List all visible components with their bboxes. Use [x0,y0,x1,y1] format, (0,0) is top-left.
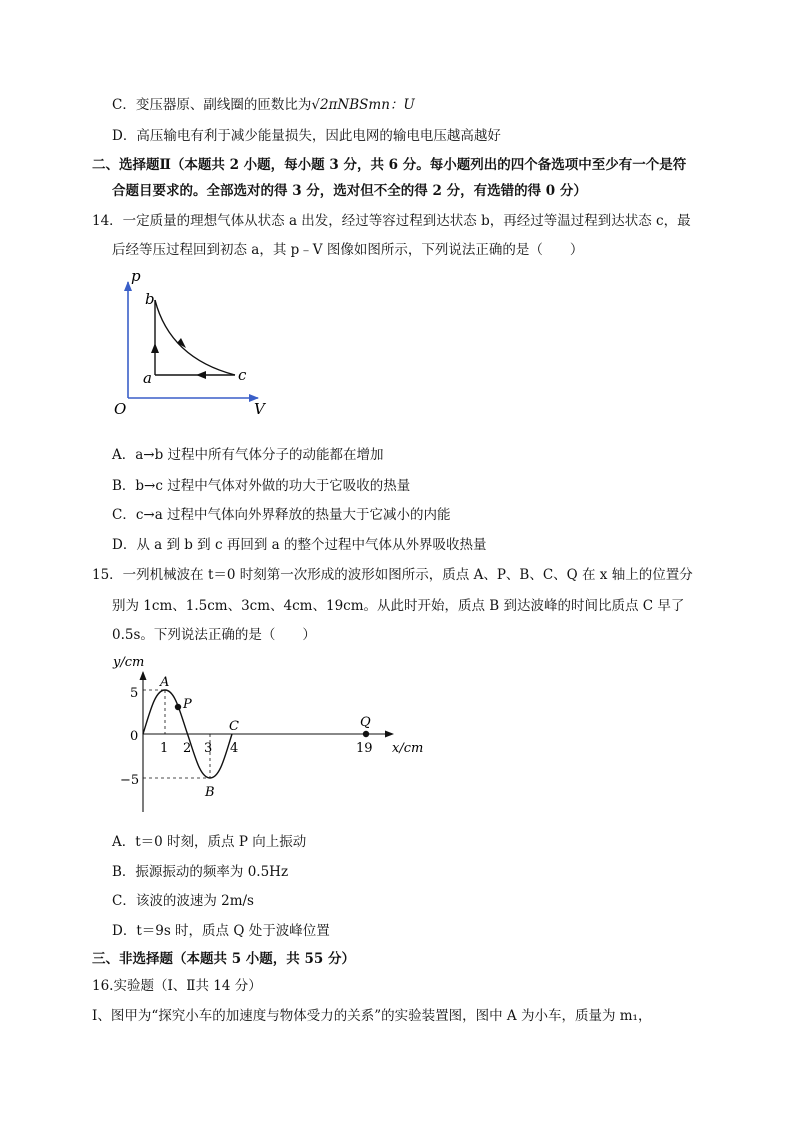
q13-option-c [112,95,415,115]
section2-heading-line2: 合题目要求的。全部选对的得 3 分，选对但不全的得 2 分，有选错的得 0 分） [112,183,587,199]
wave-label-p: P [183,697,192,712]
wave-point-q [363,731,369,737]
q15-option-b: B．振源振动的频率为 0.5Hz [112,864,289,880]
pv-point-b: b [145,290,155,308]
wave-label-b: B [205,785,215,800]
q15-option-a: A．t＝0 时刻，质点 P 向上振动 [112,834,307,850]
pv-curve-bc [155,300,235,375]
q13-option-c-formula: √2πNBSmn：U [311,97,415,113]
wave-xtick-19: 19 [356,741,373,756]
q15-stem-line3: 0.5s。下列说法正确的是（ ） [112,627,316,643]
q16-title: 16.实验题（Ⅰ、Ⅱ共 14 分） [92,978,262,994]
wave-y-label: y/cm [113,655,145,670]
wave-ytick-neg5: −5 [120,773,140,788]
q13-option-d: D．高压输电有利于减少能量损失，因此电网的输电电压越高越好 [112,128,501,144]
pv-v-label: V [254,400,265,418]
wave-xtick-1: 1 [160,741,169,756]
wave-xtick-3: 3 [204,741,213,756]
wave-x-label: x/cm [392,741,424,756]
q15-option-d: D．t＝9s 时，质点 Q 处于波峰位置 [112,923,330,939]
q15-option-c: C．该波的波速为 2m/s [112,893,254,909]
q14-stem-line2: 后经等压过程回到初态 a，其 p﹣V 图像如图所示，下列说法正确的是（ ） [112,242,584,258]
wave-ytick-5: 5 [130,686,139,701]
wave-xtick-4: 4 [230,741,239,756]
pv-origin-label: O [114,400,127,418]
q14-option-c: C．c→a 过程中气体向外界释放的热量大于它减小的内能 [112,507,451,523]
pv-point-a: a [143,369,152,387]
wave-xtick-2: 2 [183,741,192,756]
q14-option-d: D．从 a 到 b 到 c 再回到 a 的整个过程中气体从外界吸收热量 [112,537,487,553]
section2-heading-line1: 二、选择题Ⅱ（本题共 2 小题，每小题 3 分，共 6 分。每小题列出的四个备选项中至少有一个是符 [92,157,687,173]
pv-arrow-ab [151,343,159,353]
q15-stem-line1: 15．一列机械波在 t＝0 时刻第一次形成的波形如图所示，质点 A、P、B、C、Q 在 x 轴上的位置分 [92,567,693,583]
q14-option-a: A．a→b 过程中所有气体分子的动能都在增加 [112,447,384,463]
q16-text: Ⅰ、图甲为“探究小车的加速度与物体受力的关系”的实验装置图，图中 A 为小车，质量为 m₁， [92,1008,652,1024]
pv-p-label: p [131,267,141,285]
q15-stem-line2: 别为 1cm、1.5cm、3cm、4cm、19cm。从此时开始，质点 B 到达波峰的时间比质点 C 早了 [112,598,685,614]
wave-label-c: C [229,719,239,734]
wave-label-a: A [160,675,170,690]
pv-point-c: c [238,366,247,384]
pv-graph [110,265,280,420]
wave-point-p [175,704,181,710]
q14-stem-line1: 14．一定质量的理想气体从状态 a 出发，经过等容过程到达状态 b，再经过等温过程到达状态 c，最 [92,213,691,229]
pv-arrow-ca [196,371,206,379]
q14-option-b: B．b→c 过程中气体对外做的功大于它吸收的热量 [112,478,411,494]
wave-label-q: Q [360,715,371,730]
wave-ytick-0: 0 [130,729,139,744]
wave-graph [110,648,440,818]
q13-option-c-text: C．变压器原、副线圈的匝数比为 [112,97,312,113]
section3-heading: 三、非选择题（本题共 5 小题，共 55 分） [92,951,355,967]
